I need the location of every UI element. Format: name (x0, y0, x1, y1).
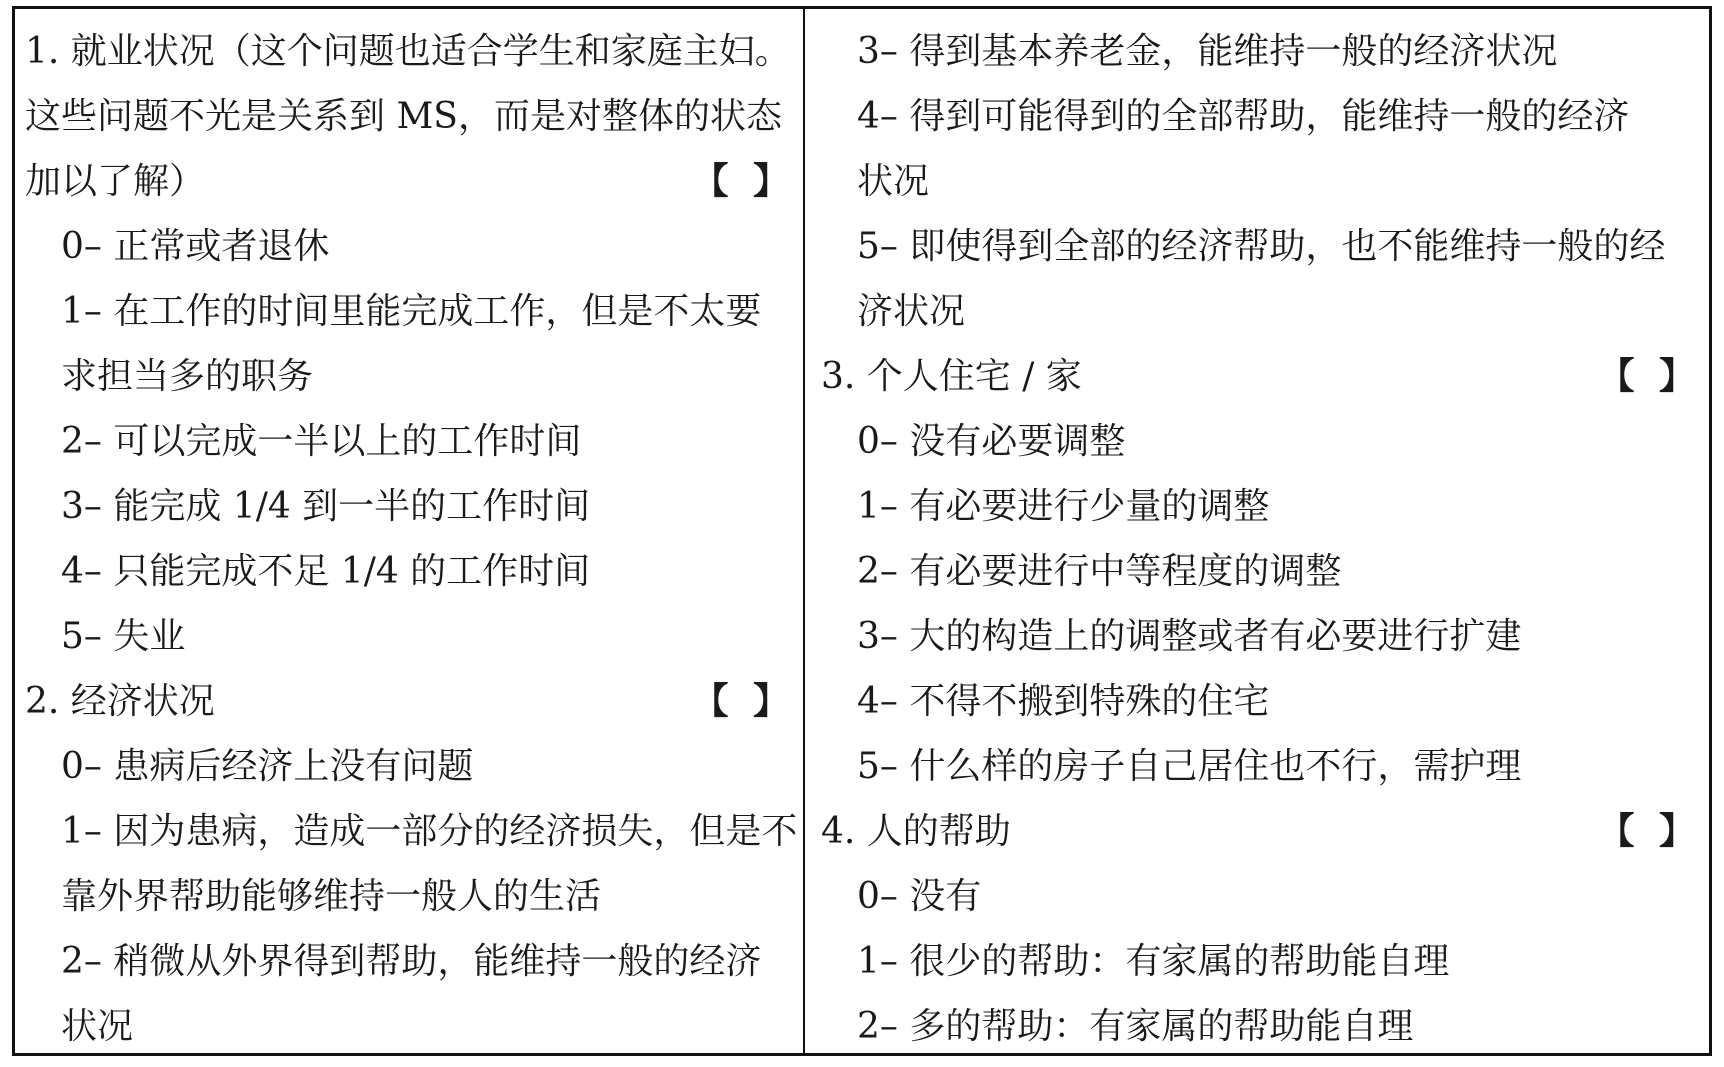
q4-option-1: 1– 很少的帮助：有家属的帮助能自理 (857, 941, 1450, 982)
q4-title-line (821, 799, 1701, 864)
q1-option-1: 1– 在工作的时间里能完成工作，但是不太要 (61, 291, 762, 332)
q2-option-3: 3– 得到基本养老金，能维持一般的经济状况 (857, 31, 1558, 72)
q1-option-3: 3– 能完成 1/4 到一半的工作时间 (61, 486, 591, 527)
q2-option-5-cont: 济状况 (857, 291, 966, 332)
q3-option-2: 2– 有必要进行中等程度的调整 (857, 551, 1342, 592)
q1-title-line-3-text: 加以了解） (25, 161, 206, 202)
q2-option-2: 2– 稍微从外界得到帮助，能维持一般的经济 (61, 941, 762, 982)
q1-option-2: 2– 可以完成一半以上的工作时间 (61, 421, 582, 462)
q1-title-line-3 (25, 149, 795, 214)
q2-answer-bracket[interactable]: 【 】 (692, 680, 795, 722)
q3-option-0: 0– 没有必要调整 (857, 421, 1126, 462)
q1-option-1-cont: 求担当多的职务 (61, 356, 314, 397)
q3-option-4: 4– 不得不搬到特殊的住宅 (857, 681, 1270, 722)
q2-option-4-cont: 状况 (857, 161, 930, 202)
q2-option-1-cont: 靠外界帮助能够维持一般人的生活 (61, 876, 602, 917)
q4-option-2: 2– 多的帮助：有家属的帮助能自理 (857, 1006, 1414, 1047)
q1-option-0: 0– 正常或者退休 (61, 226, 330, 267)
q2-title: 2. 经济状况 (25, 681, 215, 722)
q3-option-1: 1– 有必要进行少量的调整 (857, 486, 1270, 527)
q4-option-0: 0– 没有 (857, 876, 982, 917)
q3-title: 3. 个人住宅 / 家 (821, 356, 1082, 397)
q4-title: 4. 人的帮助 (821, 811, 1011, 852)
q1-title-line-1: 1. 就业状况（这个问题也适合学生和家庭主妇。 (25, 31, 791, 72)
column-divider (803, 9, 805, 1053)
q3-option-3: 3– 大的构造上的调整或者有必要进行扩建 (857, 616, 1522, 657)
q4-answer-bracket[interactable]: 【 】 (1598, 810, 1701, 852)
q2-option-0: 0– 患病后经济上没有问题 (61, 746, 474, 787)
q2-option-1: 1– 因为患病，造成一部分的经济损失，但是不 (61, 811, 798, 852)
q3-title-line (821, 344, 1701, 409)
q3-option-5: 5– 什么样的房子自己居住也不行，需护理 (857, 746, 1522, 787)
right-column (821, 19, 1701, 1059)
q1-option-5: 5– 失业 (61, 616, 186, 657)
q2-option-4: 4– 得到可能得到的全部帮助，能维持一般的经济 (857, 96, 1630, 137)
q1-answer-bracket[interactable]: 【 】 (692, 160, 795, 202)
q2-option-5: 5– 即使得到全部的经济帮助，也不能维持一般的经 (857, 226, 1666, 267)
q2-title-line (25, 669, 795, 734)
q2-option-2-cont: 状况 (61, 1006, 134, 1047)
q3-answer-bracket[interactable]: 【 】 (1598, 355, 1701, 397)
questionnaire-table (12, 6, 1712, 1056)
left-column (25, 19, 798, 1059)
q1-title-line-2: 这些问题不光是关系到 MS，而是对整体的状态 (25, 96, 782, 137)
q1-option-4: 4– 只能完成不足 1/4 的工作时间 (61, 551, 591, 592)
